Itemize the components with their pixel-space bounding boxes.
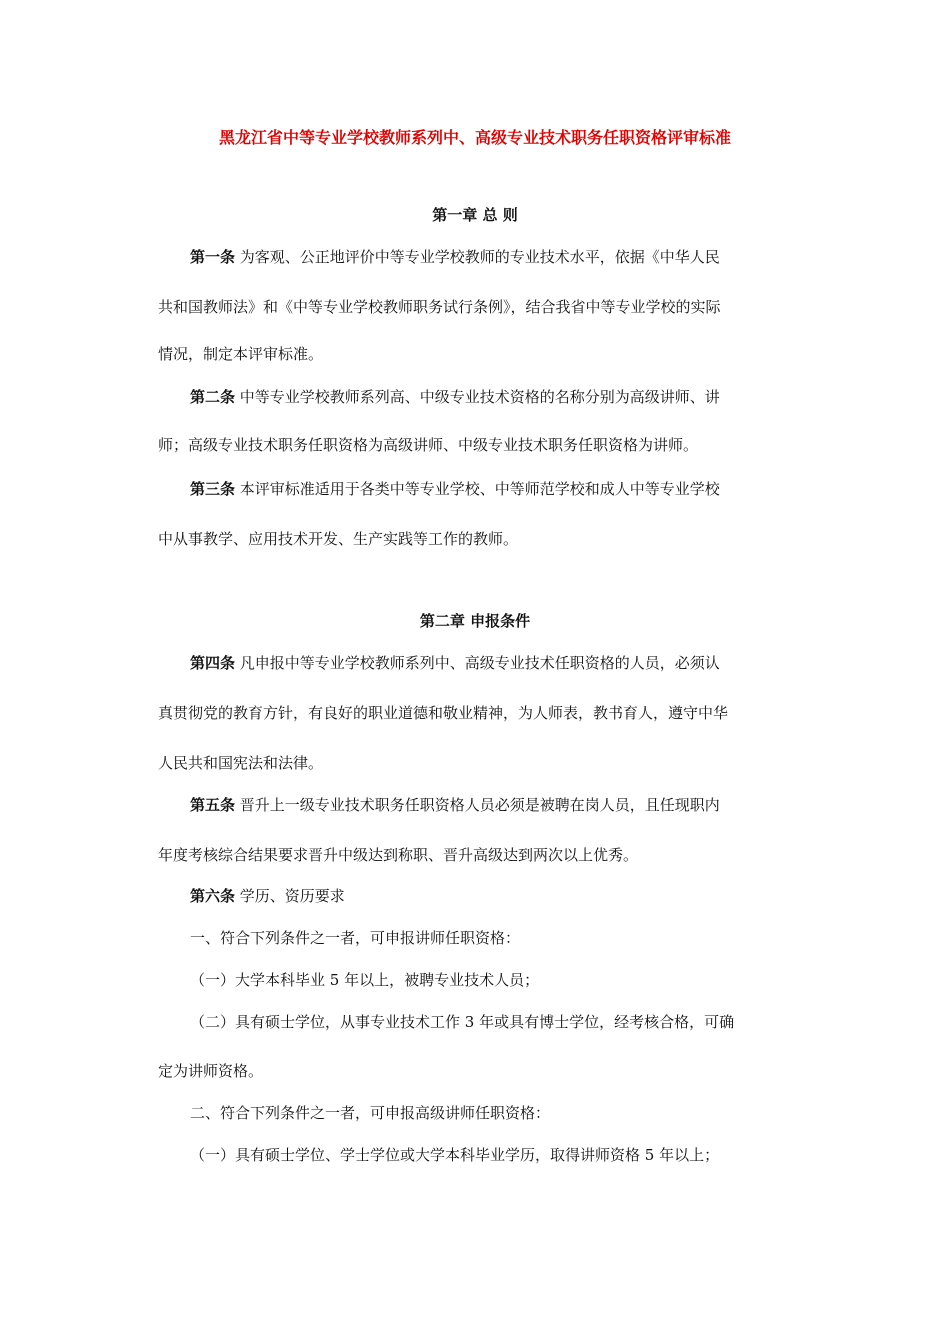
paragraph-line: 师；高级专业技术职务任职资格为高级讲师、中级专业技术职务任职资格为讲师。 [158,436,699,454]
paragraph-line: 情况，制定本评审标准。 [158,345,324,363]
article-paragraph [190,247,720,267]
section-heading: 一、符合下列条件之一者，可申报讲师任职资格： [190,929,521,947]
article-paragraph [190,795,720,815]
paragraph-line: 定为讲师资格。 [158,1062,264,1080]
article-paragraph [190,479,720,499]
paragraph-line: 本评审标准适用于各类中等专业学校、中等师范学校和成人中等专业学校 [235,480,720,498]
paragraph-line: 中等专业学校教师系列高、中级专业技术资格的名称分别为高级讲师、讲 [235,388,720,406]
paragraph-line: 人民共和国宪法和法律。 [158,754,324,772]
article-label: 第二条 [190,388,236,406]
article-label: 第一条 [190,248,236,266]
article-paragraph [190,653,720,673]
chapter-heading: 第二章 申报条件 [419,612,531,630]
article-label: 第六条 [190,887,236,905]
article-paragraph [190,387,720,407]
paragraph-line: 学历、资历要求 [235,887,345,905]
chapter-heading: 第一章 总 则 [432,206,518,224]
document-title: 黑龙江省中等专业学校教师系列中、高级专业技术职务任职资格评审标准 [218,128,731,147]
paragraph-line: 为客观、公正地评价中等专业学校教师的专业技术水平，依据《中华人民 [235,248,720,266]
article-paragraph [190,886,345,906]
article-label: 第四条 [190,654,236,672]
list-item: （一）大学本科毕业 5 年以上，被聘专业技术人员； [190,971,540,989]
article-label: 第五条 [190,796,236,814]
list-item: （二）具有硕士学位，从事专业技术工作 3 年或具有博士学位，经考核合格，可确 [190,1013,735,1031]
paragraph-line: 凡申报中等专业学校教师系列中、高级专业技术任职资格的人员，必须认 [235,654,720,672]
section-heading: 二、符合下列条件之一者，可申报高级讲师任职资格： [190,1104,551,1122]
paragraph-line: 年度考核综合结果要求晋升中级达到称职、晋升高级达到两次以上优秀。 [158,846,639,864]
article-label: 第三条 [190,480,236,498]
list-item: （一）具有硕士学位、学士学位或大学本科毕业学历，取得讲师资格 5 年以上； [190,1146,720,1164]
paragraph-line: 共和国教师法》和《中等专业学校教师职务试行条例》，结合我省中等专业学校的实际 [158,298,721,316]
paragraph-line: 中从事教学、应用技术开发、生产实践等工作的教师。 [158,530,519,548]
paragraph-line: 晋升上一级专业技术职务任职资格人员必须是被聘在岗人员，且任现职内 [235,796,720,814]
paragraph-line: 真贯彻党的教育方针，有良好的职业道德和敬业精神，为人师表，教书育人，遵守中华 [158,704,729,722]
